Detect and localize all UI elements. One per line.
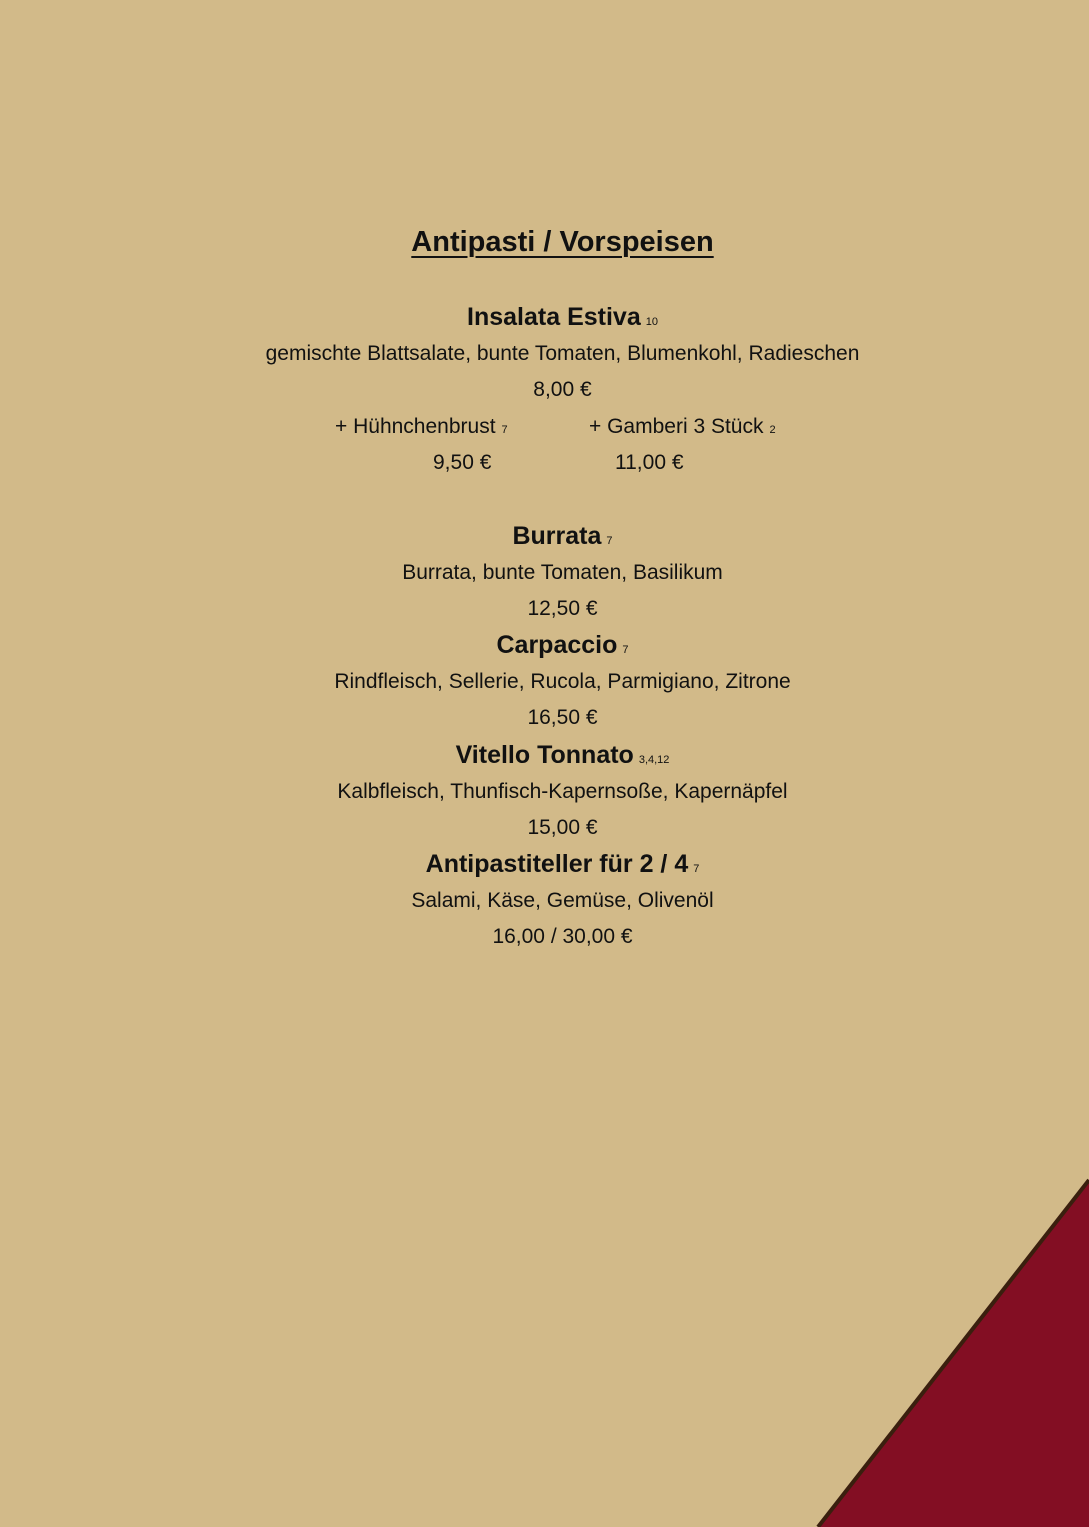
section-heading: Antipasti / Vorspeisen bbox=[411, 226, 714, 258]
extra-price-chicken: 9,50 € bbox=[433, 451, 492, 474]
item-price: 15,00 € bbox=[527, 816, 598, 839]
item-name-text: Insalata Estiva bbox=[467, 303, 641, 331]
item-price: 8,00 € bbox=[533, 378, 592, 401]
allergen-note: 2 bbox=[769, 424, 776, 436]
extra-label: + Hühnchenbrust bbox=[335, 415, 496, 438]
item-description: Kalbfleisch, Thunfisch-Kapernsoße, Kapernäpfel bbox=[337, 780, 788, 803]
extra-option-gamberi bbox=[589, 412, 776, 445]
extra-option-chicken bbox=[335, 412, 508, 445]
item-name-vitello-tonnato bbox=[0, 738, 1089, 777]
item-description: Rindfleisch, Sellerie, Rucola, Parmigiano, Zitrone bbox=[334, 670, 791, 693]
item-name-text: Vitello Tonnato bbox=[455, 741, 634, 769]
allergen-note: 3,4,12 bbox=[638, 754, 670, 766]
extra-price-gamberi: 11,00 € bbox=[615, 451, 684, 474]
extra-label: + Gamberi 3 Stück bbox=[589, 415, 764, 438]
item-name-insalata-estiva bbox=[0, 300, 1089, 339]
item-price: 16,50 € bbox=[527, 706, 598, 729]
item-price: 12,50 € bbox=[527, 597, 598, 620]
allergen-note: 7 bbox=[622, 644, 629, 656]
item-name-carpaccio bbox=[0, 628, 1089, 667]
item-name-burrata bbox=[0, 519, 1089, 558]
item-name-antipastiteller bbox=[0, 847, 1089, 886]
item-description: Salami, Käse, Gemüse, Olivenöl bbox=[411, 889, 714, 912]
item-name-text: Carpaccio bbox=[496, 631, 618, 659]
item-name-text: Antipastiteller für 2 / 4 bbox=[425, 850, 689, 878]
allergen-note: 10 bbox=[645, 316, 658, 328]
allergen-note: 7 bbox=[693, 863, 700, 875]
item-name-text: Burrata bbox=[512, 522, 602, 550]
allergen-note: 7 bbox=[501, 424, 508, 436]
item-price: 16,00 / 30,00 € bbox=[492, 925, 633, 948]
allergen-note: 7 bbox=[606, 535, 613, 547]
item-description: Burrata, bunte Tomaten, Basilikum bbox=[402, 561, 723, 584]
item-description: gemischte Blattsalate, bunte Tomaten, Blumenkohl, Radieschen bbox=[265, 342, 860, 365]
